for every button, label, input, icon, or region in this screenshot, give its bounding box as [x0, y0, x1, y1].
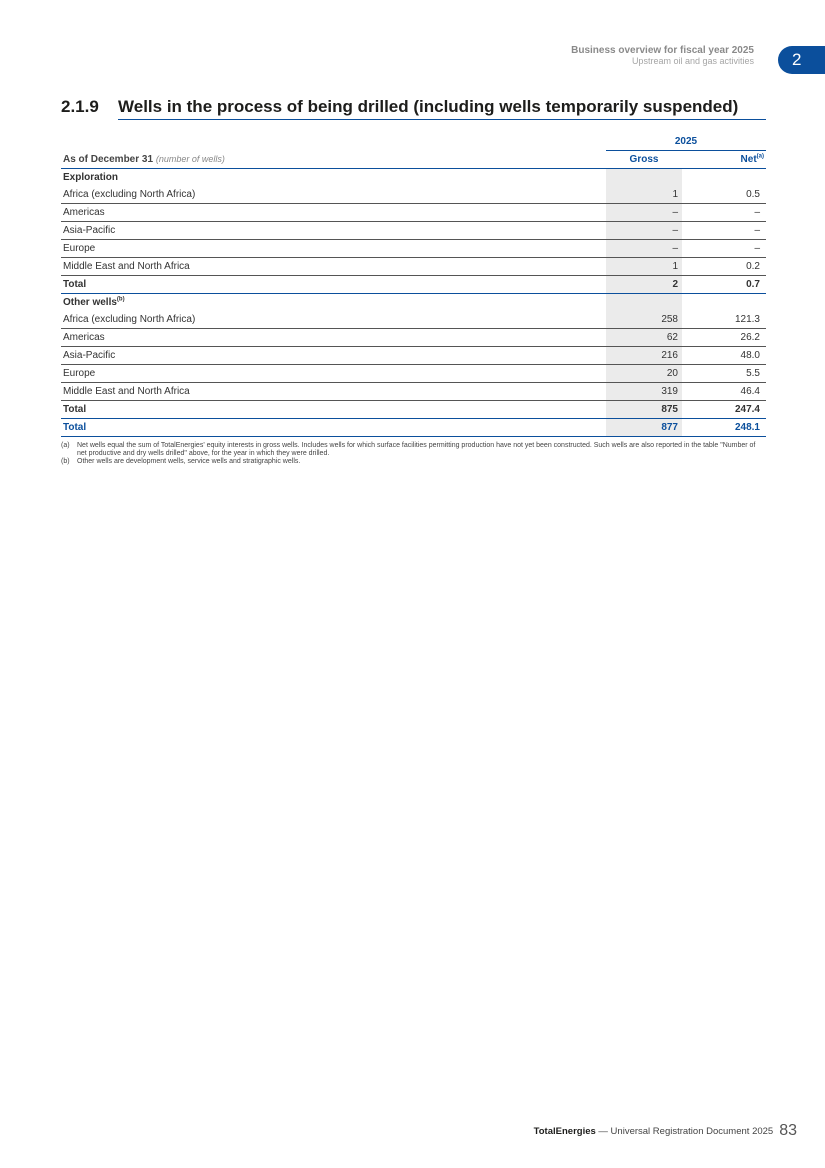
row-net: 5.5 [682, 365, 766, 383]
row-label: Europe [61, 240, 606, 258]
footnotes [61, 442, 766, 466]
table-row [61, 204, 766, 222]
row-net: – [682, 222, 766, 240]
row-gross: 20 [606, 365, 682, 383]
row-gross: – [606, 240, 682, 258]
row-net: 48.0 [682, 347, 766, 365]
row-label: Americas [61, 329, 606, 347]
page-number: 83 [779, 1122, 797, 1139]
row-label: Middle East and North Africa [61, 383, 606, 401]
row-gross: 1 [606, 186, 682, 204]
row-net: 0.2 [682, 258, 766, 276]
row-gross: 258 [606, 311, 682, 329]
table-row [61, 311, 766, 329]
grand-total-row [61, 419, 766, 437]
row-net: – [682, 240, 766, 258]
footnote-b [61, 458, 766, 466]
column-header-row [61, 151, 766, 169]
table-row [61, 365, 766, 383]
other-wells-heading-text: Other wells [63, 297, 117, 308]
row-net: – [682, 204, 766, 222]
footnote-text: Net wells equal the sum of TotalEnergies' equity interests in gross wells. Includes wells for which surface facilities permitting production have not yet been constructed. Such wells are also reported in the table "Number of net productive and dry wells drilled" above, for the year in which they were drilled. [77, 442, 756, 457]
total-net: 247.4 [682, 401, 766, 419]
row-gross: 216 [606, 347, 682, 365]
row-label: Africa (excluding North Africa) [61, 311, 606, 329]
other-wells-heading [61, 294, 606, 312]
footnote-text: Other wells are development wells, service wells and stratigraphic wells. [77, 458, 301, 465]
grand-total-label: Total [61, 419, 606, 437]
footnote-key: (b) [61, 458, 70, 465]
other-wells-heading-footnote: (b) [116, 296, 125, 303]
row-gross: 62 [606, 329, 682, 347]
row-gross: 1 [606, 258, 682, 276]
row-net: 26.2 [682, 329, 766, 347]
running-header-title: Business overview for fiscal year 2025 [571, 45, 754, 56]
table-row [61, 240, 766, 258]
row-net: 0.5 [682, 186, 766, 204]
total-label: Total [61, 401, 606, 419]
label-column-header [61, 151, 606, 169]
net-column-header [682, 151, 766, 169]
footer-brand: TotalEnergies [533, 1126, 596, 1137]
year-header: 2025 [606, 133, 766, 151]
table-row [61, 222, 766, 240]
section-number: 2.1.9 [61, 97, 99, 116]
row-label: Americas [61, 204, 606, 222]
wells-table [61, 133, 766, 437]
gross-cell-empty [606, 294, 682, 312]
chapter-tab: 2 [778, 46, 825, 74]
row-gross: 319 [606, 383, 682, 401]
table-row [61, 383, 766, 401]
row-label: Middle East and North Africa [61, 258, 606, 276]
label-header-text: As of December 31 [63, 153, 154, 165]
net-header-footnote: (a) [756, 153, 764, 160]
table-row [61, 258, 766, 276]
other-wells-total-row [61, 401, 766, 419]
net-header-text: Net [740, 154, 757, 165]
row-gross: – [606, 222, 682, 240]
row-label: Europe [61, 365, 606, 383]
running-header-subtitle: Upstream oil and gas activities [631, 56, 754, 66]
row-label: Africa (excluding North Africa) [61, 186, 606, 204]
footnote-a [61, 442, 766, 458]
net-cell-empty [682, 169, 766, 187]
exploration-heading-text: Exploration [63, 172, 119, 183]
total-gross: 875 [606, 401, 682, 419]
gross-cell-empty [606, 169, 682, 187]
row-gross: – [606, 204, 682, 222]
footer-doc-title: — Universal Registration Document 2025 [595, 1126, 774, 1137]
grand-total-net: 248.1 [682, 419, 766, 437]
other-wells-heading-row [61, 294, 766, 312]
table-row [61, 347, 766, 365]
total-label: Total [61, 276, 606, 294]
row-label: Asia-Pacific [61, 347, 606, 365]
row-label: Asia-Pacific [61, 222, 606, 240]
table-row [61, 329, 766, 347]
label-unit-text: (number of wells) [155, 153, 225, 164]
total-gross: 2 [606, 276, 682, 294]
year-header-row [61, 133, 766, 151]
exploration-total-row [61, 276, 766, 294]
gross-column-header: Gross [606, 151, 682, 169]
exploration-heading-row [61, 169, 766, 187]
section-heading [61, 97, 766, 123]
section-title: Wells in the process of being drilled (including wells temporarily suspended) [118, 97, 766, 120]
footnote-key: (a) [61, 442, 70, 449]
row-net: 46.4 [682, 383, 766, 401]
running-header [571, 45, 754, 67]
row-net: 121.3 [682, 311, 766, 329]
exploration-heading [61, 169, 606, 187]
total-net: 0.7 [682, 276, 766, 294]
net-cell-empty [682, 294, 766, 312]
page-footer [534, 1122, 797, 1140]
table-row [61, 186, 766, 204]
grand-total-gross: 877 [606, 419, 682, 437]
